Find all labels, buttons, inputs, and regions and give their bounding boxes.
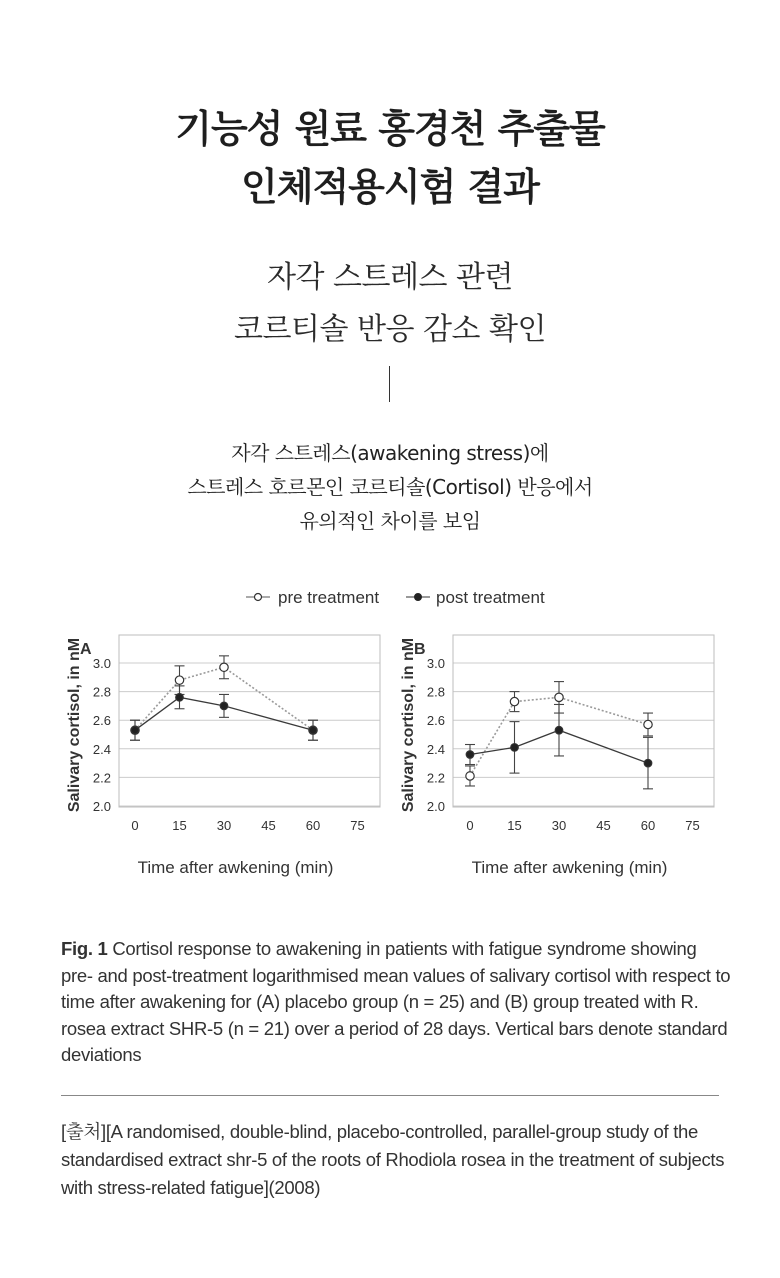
panel-b-x-tick-label: 15	[507, 818, 522, 833]
panel-a-post-point	[131, 726, 139, 734]
panel-a-pre-point	[175, 676, 183, 684]
chart-figure	[0, 575, 780, 895]
panel-b-plot-frame	[453, 635, 714, 807]
panel-a-x-axis-label: Time after awkening (min)	[137, 858, 334, 877]
panel-a-y-tick-label: 3.0	[92, 656, 111, 671]
panel-a-y-tick-label: 2.2	[92, 770, 111, 786]
panel-b-post-point	[644, 759, 652, 767]
description-line-2: 스트레스 호르몬인 코르티솔(Cortisol) 반응에서	[187, 475, 593, 499]
panel-b-y-tick-label: 2.8	[426, 684, 445, 700]
panel-b-y-tick-label: 3.0	[426, 656, 445, 671]
panel-b-post-point	[466, 751, 474, 759]
caption-fig-label: Fig. 1	[61, 938, 108, 959]
figure-caption	[61, 936, 731, 1069]
legend-post-label: post treatment	[436, 588, 545, 607]
panel-a-plot-frame	[119, 635, 380, 807]
description-line-1: 자각 스트레스(awakening stress)에	[231, 441, 549, 465]
legend-pre-label: pre treatment	[278, 588, 380, 607]
panel-b-y-axis-label: Salivary cortisol, in nM	[400, 637, 417, 813]
panel-a-x-tick-label: 60	[305, 818, 321, 833]
panel-b-y-tick-label: 2.0	[426, 799, 445, 814]
panel-a-x-tick-label: 30	[216, 818, 232, 833]
panel-b-y-tick-label: 2.4	[426, 741, 445, 757]
panel-a-y-tick-label: 2.6	[92, 713, 111, 729]
panel-a-x-tick-label: 0	[131, 818, 139, 833]
subtitle-line-1: 자각 스트레스 관련	[267, 260, 513, 295]
panel-a-y-tick-label: 2.0	[92, 799, 111, 814]
legend-post-marker	[415, 594, 422, 601]
panel-a-post-point	[309, 726, 317, 734]
panel-b-y-tick-label: 2.2	[426, 770, 445, 786]
vertical-divider	[389, 366, 390, 402]
legend-pre-marker	[255, 594, 262, 601]
panel-a-label: A	[80, 641, 92, 658]
panel-b-pre-point	[555, 693, 563, 701]
panel-a-y-tick-label: 2.8	[92, 684, 111, 700]
panel-a-y-axis-label: Salivary cortisol, in nM	[66, 637, 83, 813]
panel-b-x-axis-label: Time after awkening (min)	[471, 858, 668, 877]
page-subtitle	[0, 252, 780, 356]
horizontal-divider	[61, 1095, 719, 1096]
description-line-3: 유의적인 차이를 보임	[299, 509, 481, 533]
panel-b-x-tick-label: 0	[466, 818, 474, 833]
panel-a-x-tick-label: 15	[172, 818, 187, 833]
caption-text: Cortisol response to awakening in patients with fatigue syndrome showing pre- and post-treatment logarithmised mean values of salivary cortisol with respect to time after awakening for (A) placebo group (n = 25) and (B) group treated with R. rosea extract SHR-5 (n = 21) over a period of 28 days. Vertical bars denote standard deviations	[61, 938, 731, 1065]
subtitle-line-2: 코르티솔 반응 감소 확인	[234, 312, 546, 347]
panel-b-x-tick-label: 45	[596, 818, 611, 833]
panel-b-label: B	[414, 641, 426, 658]
panel-b-post-point	[555, 726, 563, 734]
panel-a-post-point	[220, 702, 228, 710]
panel-b-y-tick-label: 2.6	[426, 713, 445, 729]
panel-a-pre-point	[220, 663, 228, 671]
panel-b-x-tick-label: 60	[640, 818, 656, 833]
panel-b-pre-point	[644, 720, 652, 728]
chart-svg	[0, 575, 780, 895]
panel-a-x-tick-label: 45	[261, 818, 276, 833]
panel-b-x-tick-label: 75	[685, 818, 700, 833]
title-line-1: 기능성 원료 홍경천 추출물	[175, 107, 605, 151]
page-title	[0, 100, 780, 216]
panel-a-y-tick-label: 2.4	[92, 741, 111, 757]
panel-a-post-point	[176, 694, 184, 702]
description	[0, 436, 780, 538]
title-line-2: 인체적용시험 결과	[241, 165, 539, 209]
panel-b-pre-point	[510, 697, 518, 705]
panel-b-x-tick-label: 30	[551, 818, 567, 833]
panel-a-x-tick-label: 75	[350, 818, 365, 833]
source-citation: [출처][A randomised, double-blind, placebo-controlled, parallel-group study of the standardised extract shr-5 of the roots of Rhodiola rosea in the treatment of subjects with stress-related fatigue](2008)	[61, 1121, 725, 1198]
panel-b-post-point	[511, 744, 519, 752]
panel-b-pre-point	[466, 772, 474, 780]
